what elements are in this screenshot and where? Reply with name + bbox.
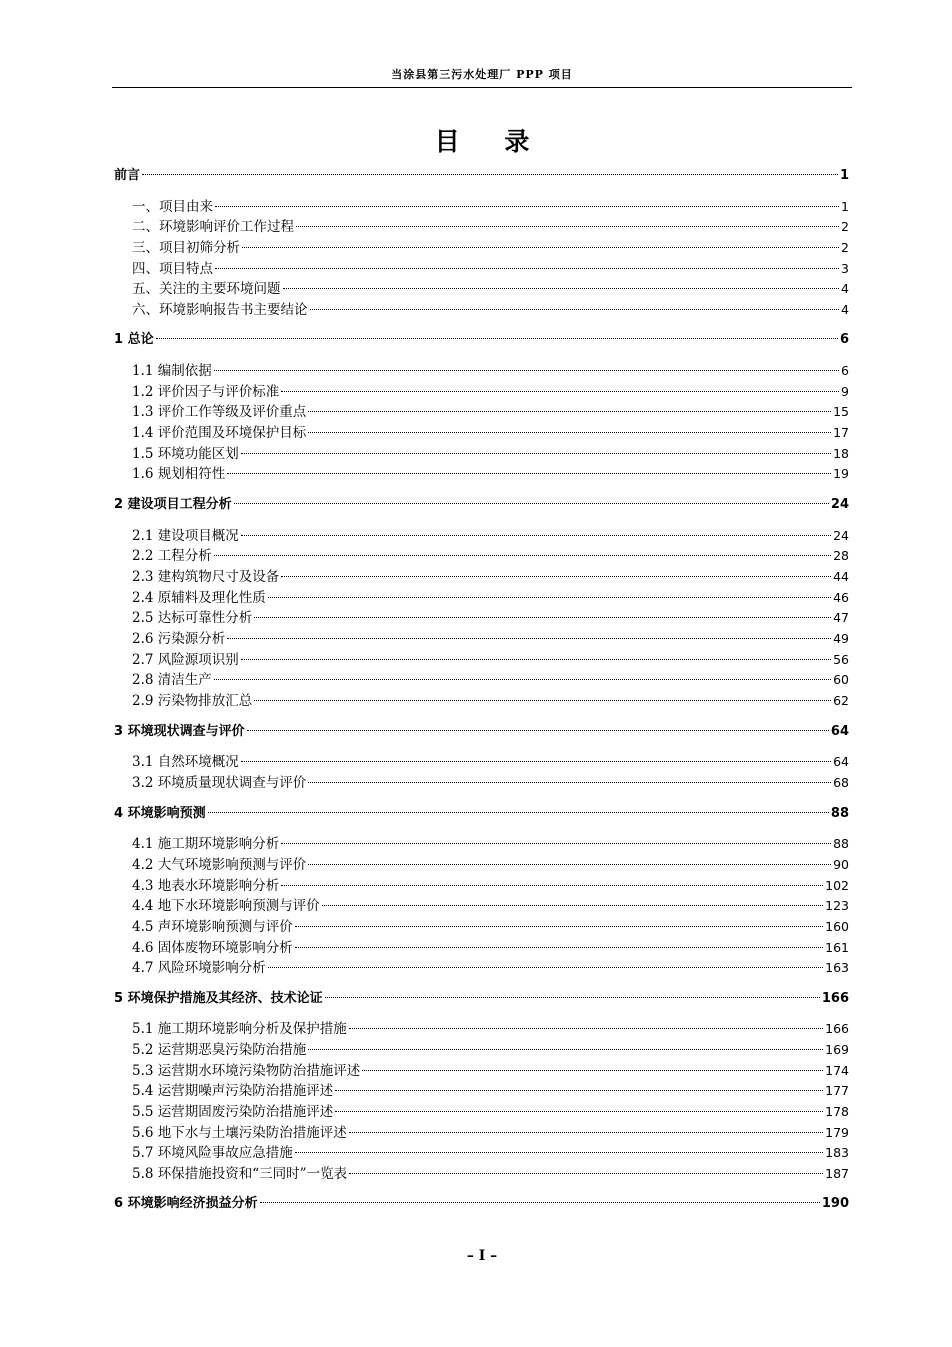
- toc-entry-page: 4: [841, 302, 849, 317]
- toc-entry-page: 4: [841, 281, 849, 296]
- dot-leader: [310, 309, 840, 310]
- dot-leader: [281, 843, 831, 844]
- toc-entry-label: 二、环境影响评价工作过程: [132, 219, 294, 235]
- toc-entry-page: 60: [833, 672, 849, 687]
- toc-section-entry[interactable]: [132, 361, 849, 381]
- toc-entry-label: 3.2 环境质量现状调查与评价: [132, 775, 307, 791]
- toc-entry-page: 49: [833, 631, 849, 646]
- toc-entry-label: 六、环境影响报告书主要结论: [132, 302, 308, 318]
- toc-entry-page: 9: [841, 384, 849, 399]
- toc-section-entry[interactable]: [132, 917, 849, 937]
- dot-leader: [214, 679, 831, 680]
- toc-entry-page: 102: [825, 878, 849, 893]
- toc-section-entry[interactable]: [132, 1019, 849, 1039]
- toc-entry-label: 5.8 环保措施投资和“三同时”一览表: [132, 1166, 348, 1182]
- toc-entry-page: 179: [825, 1125, 849, 1140]
- dot-leader: [349, 1132, 823, 1133]
- toc-entry-label: 1.5 环境功能区划: [132, 446, 239, 462]
- toc-chapter-entry[interactable]: [114, 495, 849, 515]
- toc-entry-label: 3 环境现状调查与评价: [114, 724, 245, 739]
- toc-entry-label: 5.2 运营期恶臭污染防治措施: [132, 1042, 307, 1058]
- toc-entry-label: 四、项目特点: [132, 261, 213, 277]
- toc-entry-page: 56: [833, 652, 849, 667]
- toc-title: 目 录: [434, 127, 548, 156]
- toc-section-entry[interactable]: [132, 259, 849, 279]
- toc-section-entry[interactable]: [132, 526, 849, 546]
- toc-section-entry[interactable]: [132, 238, 849, 258]
- dot-leader: [281, 391, 839, 392]
- toc-entry-label: 2.3 建构筑物尺寸及设备: [132, 569, 280, 585]
- toc-entry-label: 5.1 施工期环境影响分析及保护措施: [132, 1021, 347, 1037]
- toc-entry-label: 2.9 污染物排放汇总: [132, 693, 253, 709]
- toc-section-entry[interactable]: [132, 896, 849, 916]
- toc-section-entry[interactable]: [132, 1040, 849, 1060]
- toc-section-entry[interactable]: [132, 382, 849, 402]
- toc-entry-page: 183: [825, 1145, 849, 1160]
- toc-entry-label: 4.5 声环境影响预测与评价: [132, 919, 293, 935]
- dot-leader: [242, 247, 839, 248]
- toc-entry-page: 174: [825, 1063, 849, 1078]
- toc-entry-label: 2.7 风险源项识别: [132, 652, 239, 668]
- toc-entry-page: 17: [833, 425, 849, 440]
- toc-section-entry[interactable]: [132, 629, 849, 649]
- toc-section-entry[interactable]: [132, 876, 849, 896]
- toc-entry-page: 1: [841, 199, 849, 214]
- dot-leader: [308, 432, 831, 433]
- toc-entry-page: 44: [833, 569, 849, 584]
- dot-leader: [241, 535, 831, 536]
- toc-section-entry[interactable]: [132, 958, 849, 978]
- toc-section-entry[interactable]: [132, 300, 849, 320]
- toc-entry-label: 5.6 地下水与土壤污染防治措施评述: [132, 1125, 347, 1141]
- dot-leader: [268, 967, 823, 968]
- toc-entry-page: 28: [833, 548, 849, 563]
- toc-entry-page: 24: [830, 497, 849, 512]
- toc-entry-label: 一、项目由来: [132, 199, 213, 215]
- toc-entry-label: 5.5 运营期固废污染防治措施评述: [132, 1104, 334, 1120]
- page-number: – I –: [466, 1248, 498, 1264]
- toc-section-entry[interactable]: [132, 546, 849, 566]
- dot-leader: [214, 555, 831, 556]
- toc-entry-label: 4.2 大气环境影响预测与评价: [132, 857, 307, 873]
- toc-entry-page: 19: [833, 466, 849, 481]
- dot-leader: [295, 926, 823, 927]
- toc-entry-page: 6: [841, 363, 849, 378]
- toc-entry-label: 2 建设项目工程分析: [114, 497, 232, 512]
- toc-entry-label: 5.7 环境风险事故应急措施: [132, 1145, 293, 1161]
- dot-leader: [281, 885, 823, 886]
- toc-chapter-entry[interactable]: [114, 989, 849, 1009]
- toc-entry-label: 4.1 施工期环境影响分析: [132, 836, 280, 852]
- dot-leader: [156, 338, 838, 339]
- dot-leader: [247, 730, 829, 731]
- dot-leader: [322, 905, 823, 906]
- toc-section-entry[interactable]: [132, 197, 849, 217]
- toc-entry-page: 47: [833, 610, 849, 625]
- toc-entry-page: 3: [841, 261, 849, 276]
- toc-entry-label: 4.7 风险环境影响分析: [132, 960, 266, 976]
- dot-leader: [227, 638, 831, 639]
- dot-leader: [362, 1070, 823, 1071]
- toc-chapter-entry[interactable]: [114, 166, 849, 186]
- header-rule: [112, 87, 852, 88]
- dot-leader: [254, 700, 831, 701]
- dot-leader: [268, 597, 831, 598]
- toc-section-entry[interactable]: [132, 217, 849, 237]
- toc-entry-page: 88: [833, 836, 849, 851]
- toc-entry-page: 160: [825, 919, 849, 934]
- toc-entry-page: 90: [833, 857, 849, 872]
- dot-leader: [335, 1090, 823, 1091]
- toc-entry-label: 前言: [114, 168, 141, 183]
- toc-chapter-entry[interactable]: [114, 804, 849, 824]
- toc-entry-label: 3.1 自然环境概况: [132, 754, 239, 770]
- toc-entry-page: 68: [833, 775, 849, 790]
- toc-entry-page: 190: [821, 1196, 849, 1211]
- toc-entry-label: 三、项目初筛分析: [132, 240, 240, 256]
- toc-entry-page: 166: [821, 991, 849, 1006]
- toc-section-entry[interactable]: [132, 608, 849, 628]
- toc-entry-page: 15: [833, 404, 849, 419]
- toc-entry-page: 2: [841, 240, 849, 255]
- toc-section-entry[interactable]: [132, 1123, 849, 1143]
- dot-leader: [296, 226, 839, 227]
- toc-entry-label: 1 总论: [114, 332, 154, 347]
- toc-chapter-entry[interactable]: [114, 330, 849, 350]
- toc-entry-label: 2.4 原辅料及理化性质: [132, 590, 266, 606]
- toc-entry-page: 163: [825, 960, 849, 975]
- toc-section-entry[interactable]: [132, 444, 849, 464]
- dot-leader: [142, 174, 838, 175]
- toc-entry-label: 5.4 运营期噪声污染防治措施评述: [132, 1083, 334, 1099]
- dot-leader: [349, 1028, 823, 1029]
- toc-entry-page: 161: [825, 940, 849, 955]
- toc-section-entry[interactable]: [132, 279, 849, 299]
- toc-entry-label: 2.6 污染源分析: [132, 631, 226, 647]
- toc-entry-page: 88: [830, 806, 849, 821]
- dot-leader: [295, 1152, 823, 1153]
- dot-leader: [241, 453, 831, 454]
- toc-entry-page: 178: [825, 1104, 849, 1119]
- dot-leader: [227, 473, 831, 474]
- toc-entry-page: 187: [825, 1166, 849, 1181]
- toc-entry-label: 4.4 地下水环境影响预测与评价: [132, 898, 320, 914]
- dot-leader: [335, 1111, 823, 1112]
- dot-leader: [208, 812, 829, 813]
- toc-entry-label: 4 环境影响预测: [114, 806, 206, 821]
- toc-section-entry[interactable]: [132, 938, 849, 958]
- dot-leader: [283, 288, 840, 289]
- toc-entry-page: 1: [839, 168, 849, 183]
- toc-section-entry[interactable]: [132, 464, 849, 484]
- toc-entry-page: 166: [825, 1021, 849, 1036]
- dot-leader: [215, 206, 839, 207]
- dot-leader: [308, 782, 831, 783]
- toc-section-entry[interactable]: [132, 855, 849, 875]
- toc-entry-page: 2: [841, 219, 849, 234]
- toc-section-entry[interactable]: [132, 650, 849, 670]
- toc-entry-label: 2.1 建设项目概况: [132, 528, 239, 544]
- toc-section-entry[interactable]: [132, 1081, 849, 1101]
- dot-leader: [308, 411, 831, 412]
- toc-section-entry[interactable]: [132, 691, 849, 711]
- toc-section-entry[interactable]: [132, 752, 849, 772]
- toc-entry-label: 1.3 评价工作等级及评价重点: [132, 404, 307, 420]
- toc-entry-label: 5.3 运营期水环境污染物防治措施评述: [132, 1063, 361, 1079]
- toc-entry-page: 6: [839, 332, 849, 347]
- toc-entry-page: 24: [833, 528, 849, 543]
- toc-section-entry[interactable]: [132, 1061, 849, 1081]
- toc-entry-page: 62: [833, 693, 849, 708]
- toc-section-entry[interactable]: [132, 773, 849, 793]
- toc-section-entry[interactable]: [132, 1143, 849, 1163]
- toc-entry-label: 4.6 固体废物环境影响分析: [132, 940, 293, 956]
- toc-section-entry[interactable]: [132, 423, 849, 443]
- dot-leader: [214, 370, 839, 371]
- toc-section-entry[interactable]: [132, 1164, 849, 1184]
- toc-chapter-entry[interactable]: [114, 1194, 849, 1214]
- dot-leader: [254, 617, 831, 618]
- dot-leader: [281, 576, 831, 577]
- toc-chapter-entry[interactable]: [114, 722, 849, 742]
- dot-leader: [308, 1049, 823, 1050]
- toc-section-entry[interactable]: [132, 567, 849, 587]
- toc-entry-label: 1.2 评价因子与评价标准: [132, 384, 280, 400]
- dot-leader: [325, 997, 820, 998]
- toc-entry-label: 6 环境影响经济损益分析: [114, 1196, 258, 1211]
- toc-section-entry[interactable]: [132, 588, 849, 608]
- toc-entry-page: 64: [833, 754, 849, 769]
- toc-entry-label: 五、关注的主要环境问题: [132, 281, 281, 297]
- toc-entry-label: 1.4 评价范围及环境保护目标: [132, 425, 307, 441]
- toc-entry-label: 4.3 地表水环境影响分析: [132, 878, 280, 894]
- dot-leader: [349, 1173, 823, 1174]
- toc-entry-page: 177: [825, 1083, 849, 1098]
- dot-leader: [308, 864, 831, 865]
- running-header: 当涂县第三污水处理厂 PPP 项目: [391, 68, 573, 81]
- toc-section-entry[interactable]: [132, 670, 849, 690]
- toc-section-entry[interactable]: [132, 834, 849, 854]
- dot-leader: [234, 503, 829, 504]
- toc-section-entry[interactable]: [132, 1102, 849, 1122]
- dot-leader: [241, 761, 831, 762]
- toc-entry-label: 2.2 工程分析: [132, 548, 212, 564]
- dot-leader: [295, 947, 823, 948]
- toc-entry-label: 2.5 达标可靠性分析: [132, 610, 253, 626]
- toc-entry-label: 2.8 清洁生产: [132, 672, 212, 688]
- toc-entry-label: 5 环境保护措施及其经济、技术论证: [114, 991, 323, 1006]
- dot-leader: [215, 268, 839, 269]
- toc-entry-page: 169: [825, 1042, 849, 1057]
- toc-entry-page: 64: [830, 724, 849, 739]
- toc-entry-label: 1.1 编制依据: [132, 363, 212, 379]
- toc-entry-label: 1.6 规划相符性: [132, 466, 226, 482]
- toc-section-entry[interactable]: [132, 402, 849, 422]
- toc-entry-page: 123: [825, 898, 849, 913]
- toc-entry-page: 18: [833, 446, 849, 461]
- toc-entry-page: 46: [833, 590, 849, 605]
- dot-leader: [260, 1202, 820, 1203]
- dot-leader: [241, 659, 831, 660]
